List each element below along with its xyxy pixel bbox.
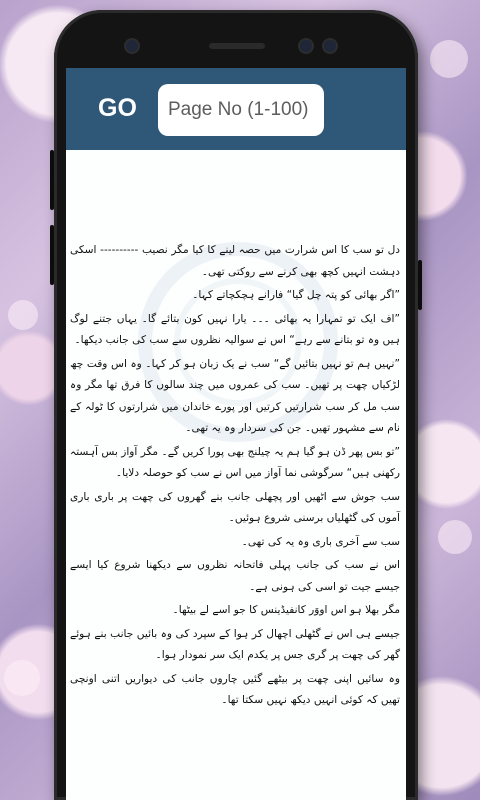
front-camera-icon [126, 40, 138, 52]
paragraph: سب سے آخری باری وہ یہ کی تھی۔ [241, 535, 400, 548]
paragraph: ”تو بس پھر ڈن ہو گیا ہم یہ چیلنج بھی پورا کریں گے۔ مگر آواز بس آہستہ رکھنی ہیں“ سرگوشی نما آواز میں اس نے سب کو حوصلہ دلایا۔ [70, 445, 400, 479]
sensor-icon [300, 40, 312, 52]
paragraph: مگر بھلا ہو اس اووَر کانفیڈینس کا جو اسے لے بیٹھا۔ [172, 604, 400, 616]
go-button[interactable]: GO [98, 94, 137, 122]
background-blossom [438, 520, 472, 554]
phone-frame [54, 10, 418, 800]
toolbar [66, 68, 406, 150]
paragraph: ”اگر بھائی کو پتہ چل گیا“ فارانے ہچکچاتے کہا۔ [192, 289, 400, 301]
paragraph: اس نے سب کی جانب پہلی فاتحانہ نظروں سے دیکھنا شروع کیا ایسے جیسے جیت تو اسی کی ہونی ہے۔ [70, 559, 400, 593]
volume-button [50, 225, 54, 285]
sensor-icon [324, 40, 336, 52]
background-blossom [430, 40, 468, 78]
power-button [418, 260, 422, 310]
paragraph: ”اف ایک تو تمہارا یہ بھائی ۔۔۔ یارا نہیں کون بتائے گا۔ یہاں جتنے لوگ ہیں وہ تو بتانے سے رہے“ اس نے سوالیہ نظروں سے سب کی جانب دیکھا۔ [70, 312, 400, 346]
volume-button [50, 150, 54, 210]
background-blossom [4, 660, 40, 696]
earpiece-speaker [209, 43, 265, 49]
app-screen [66, 68, 406, 800]
paragraph: ”نہیں ہم تو نہیں بتائیں گے“ سب نے یک زبان ہو کر کہا۔ وہ اس وقت چھ لڑکیاں چھت پر تھیں۔ سب کی عمروں میں چند سالوں کا فرق تھا مگر وہ سب مل کر سب شرارتیں کرتیں اور پورے خاندان میں شرارتوں کا ٹولہ کے نام سے مشہور تھیں۔ جن کی سردار وہ یہ تھی۔ [70, 357, 400, 434]
paragraph: سب جوش سے اٹھیں اور پچھلی جانب بنے گھروں کی چھت پر باری باری آموں کی گٹھلیاں برسنی شروع ہوئیں۔ [70, 490, 400, 524]
background-blossom [8, 300, 38, 330]
paragraph: دل تو سب کا اس شرارت میں حصہ لینے کا کیا مگر نصیب ---------- اسکی دہشت انہیں کچھ بھی کرنے سے روکتی تھی۔ [70, 244, 400, 278]
story-text [70, 240, 400, 714]
reader-content [66, 150, 406, 800]
paragraph: وہ سائیں اپنی چھت پر بیٹھے گئیں چاروں جانب کی دیواریں اتنی اونچی تھیں کہ کوئی انہیں دیکھ نہیں سکتا تھا۔ [70, 672, 400, 706]
page-number-input[interactable] [158, 84, 324, 136]
paragraph: جیسے ہی اس نے گٹھلی اچھال کر ہوا کے سپرد کی وہ بائیں جانب بنے ہوئے گھر کی چھت پر گری جس پر یکدم ایک سر نمودار ہوا۔ [70, 627, 400, 661]
